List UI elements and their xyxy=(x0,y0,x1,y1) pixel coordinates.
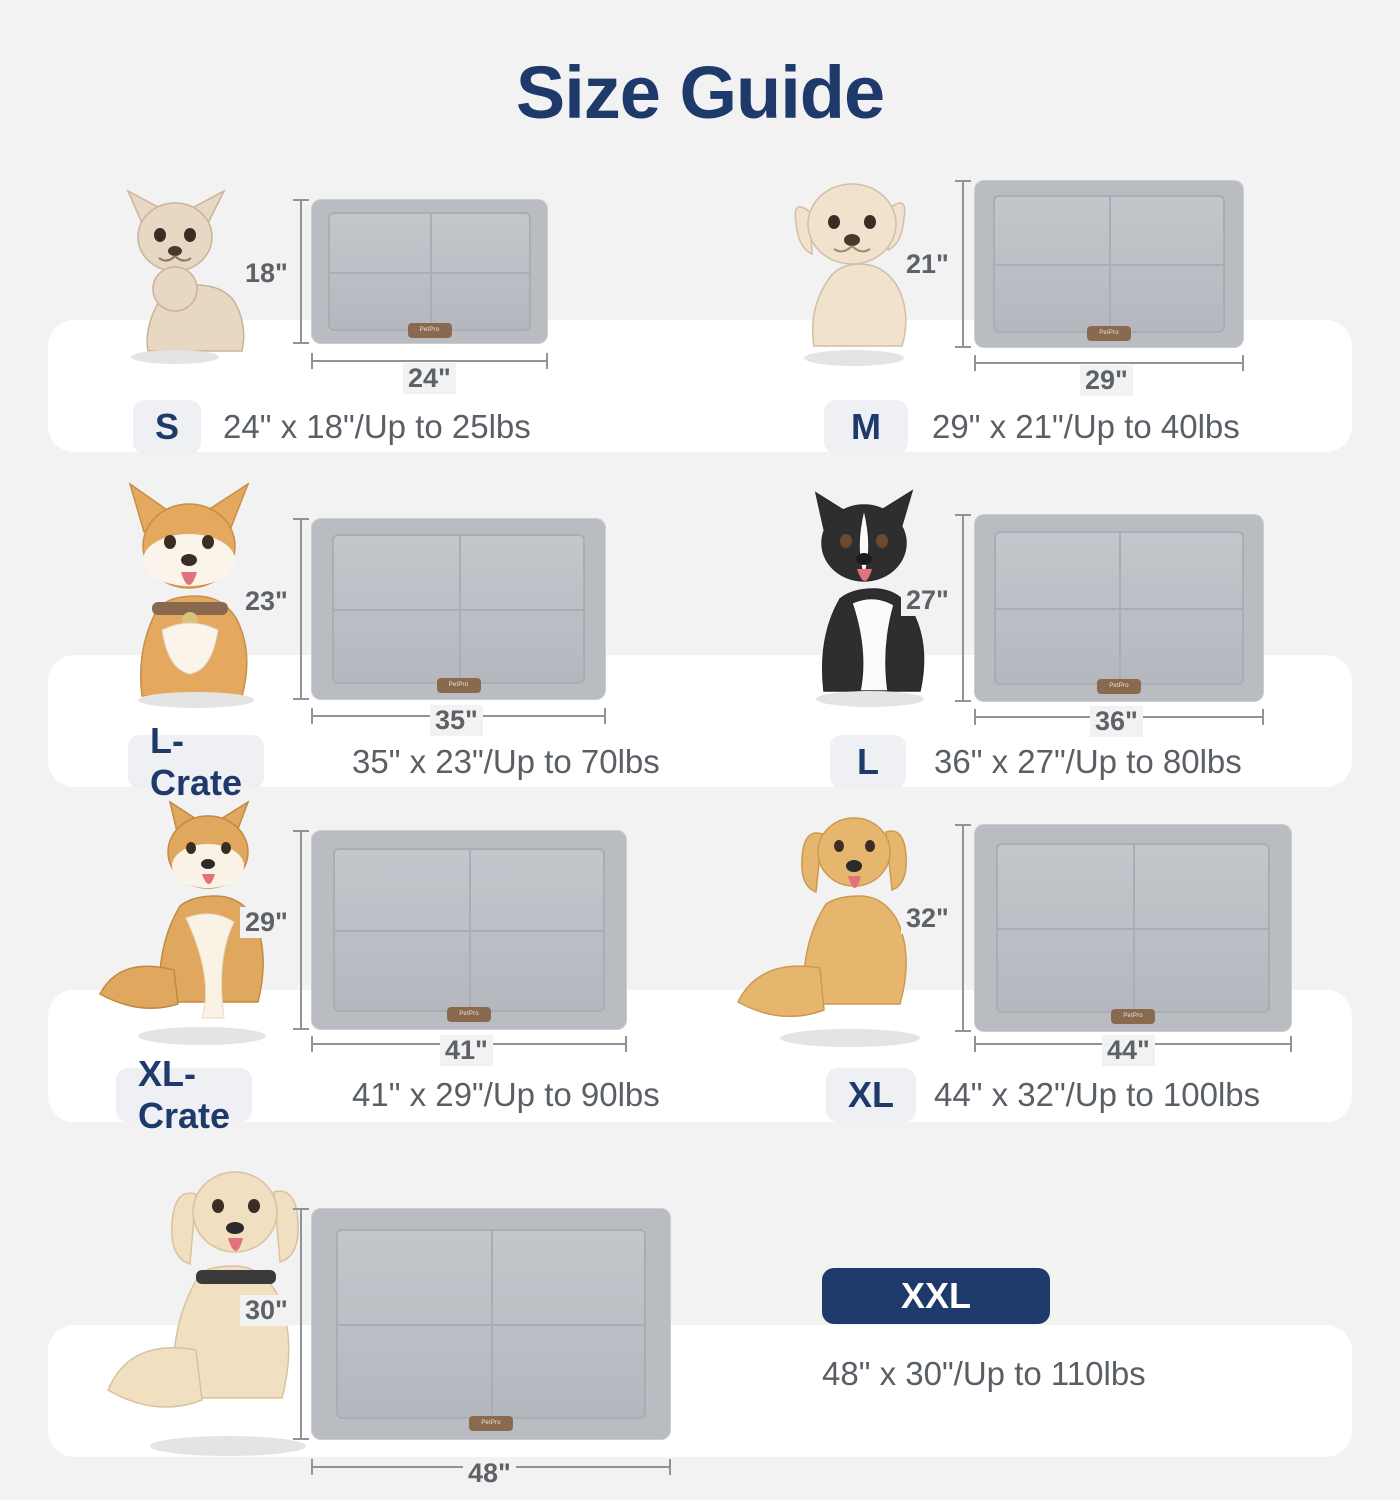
page-title: Size Guide xyxy=(515,51,885,134)
size-chip-l-crate[interactable]: L-Crate xyxy=(128,735,264,789)
brand-tag: PetPro xyxy=(1097,679,1141,694)
brand-tag: PetPro xyxy=(437,678,481,693)
height-ruler-m xyxy=(962,180,964,348)
size-desc-l-crate: 35" x 23"/Up to 70lbs xyxy=(352,743,660,780)
mat-l xyxy=(974,514,1264,702)
size-desc-xxl: 48" x 30"/Up to 110lbs xyxy=(822,1355,1146,1392)
width-ruler-s xyxy=(311,360,548,362)
mat-xl-crate xyxy=(311,830,627,1030)
size-chip-xxl[interactable]: XXL xyxy=(822,1268,1050,1324)
height-label-xxl: 30" xyxy=(240,1295,293,1326)
height-label-xl-crate: 29" xyxy=(240,907,293,938)
width-label-xl-crate: 41" xyxy=(440,1035,493,1066)
width-label-xl: 44" xyxy=(1102,1035,1155,1066)
width-ruler-m xyxy=(974,362,1244,364)
size-chip-s[interactable]: S xyxy=(133,400,201,454)
size-chip-xl-crate[interactable]: XL-Crate xyxy=(116,1068,252,1122)
height-ruler-xl xyxy=(962,824,964,1032)
size-chip-xl[interactable]: XL xyxy=(826,1068,916,1122)
height-label-s: 18" xyxy=(240,258,293,289)
height-ruler-l xyxy=(962,514,964,702)
brand-tag: PetPro xyxy=(447,1007,491,1022)
brand-tag: PetPro xyxy=(408,323,452,338)
height-label-xl: 32" xyxy=(901,903,954,934)
width-label-m: 29" xyxy=(1080,365,1133,396)
width-label-s: 24" xyxy=(403,363,456,394)
size-desc-l: 36" x 27"/Up to 80lbs xyxy=(934,743,1242,780)
size-chip-l[interactable]: L xyxy=(830,735,906,789)
height-label-l: 27" xyxy=(901,585,954,616)
size-desc-s: 24" x 18"/Up to 25lbs xyxy=(223,408,531,445)
mat-l-crate xyxy=(311,518,606,700)
size-desc-m: 29" x 21"/Up to 40lbs xyxy=(932,408,1240,445)
dog-photo-chihuahua xyxy=(96,185,256,365)
height-label-l-crate: 23" xyxy=(240,586,293,617)
height-ruler-xl-crate xyxy=(300,830,302,1030)
size-desc-xl-crate: 41" x 29"/Up to 90lbs xyxy=(352,1076,660,1113)
brand-tag: PetPro xyxy=(1111,1009,1155,1024)
mat-s xyxy=(311,199,548,344)
height-label-m: 21" xyxy=(901,249,954,280)
mat-m xyxy=(974,180,1244,348)
width-label-l: 36" xyxy=(1090,706,1143,737)
brand-tag: PetPro xyxy=(1087,326,1131,341)
size-chip-m[interactable]: M xyxy=(824,400,908,454)
height-ruler-xxl xyxy=(300,1208,302,1440)
height-ruler-l-crate xyxy=(300,518,302,700)
mat-xxl xyxy=(311,1208,671,1440)
brand-tag: PetPro xyxy=(469,1416,513,1431)
mat-xl xyxy=(974,824,1292,1032)
width-label-l-crate: 35" xyxy=(430,705,483,736)
height-ruler-s xyxy=(300,199,302,344)
width-label-xxl: 48" xyxy=(463,1458,516,1489)
size-desc-xl: 44" x 32"/Up to 100lbs xyxy=(934,1076,1261,1113)
